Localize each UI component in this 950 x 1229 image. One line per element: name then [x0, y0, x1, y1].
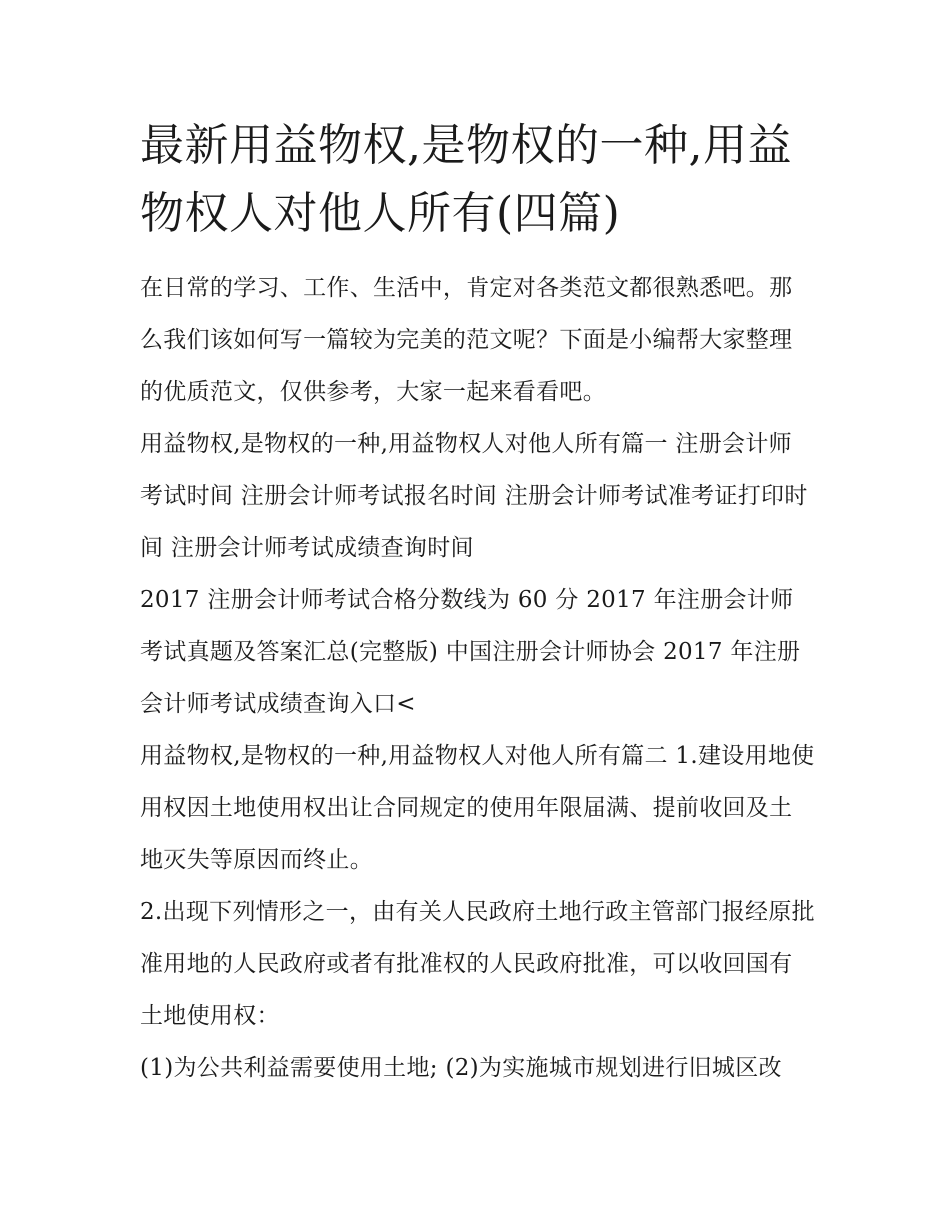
document-body	[140, 112, 815, 1094]
section-two-paragraph: 用益物权,是物权的一种,用益物权人对他人所有篇二 1.建设用地使用权因土地使用权出让合同规定的使用年限届满、提前收回及土地灭失等原因而终止。	[140, 743, 815, 873]
exam-info-paragraph: 2017 注册会计师考试合格分数线为 60 分 2017 年注册会计师考试真题及答案汇总(完整版) 中国注册会计师协会 2017 年注册会计师考试成绩查询入口<	[140, 587, 801, 717]
list-item-paragraph: (1)为公共利益需要使用土地; (2)为实施城市规划进行旧城区改	[140, 1055, 782, 1081]
document-title: 最新用益物权,是物权的一种,用益物权人对他人所有(四篇)	[140, 120, 792, 239]
intro-paragraph: 在日常的学习、工作、生活中，肯定对各类范文都很熟悉吧。那么我们该如何写一篇较为完美的范文呢？下面是小编帮大家整理的优质范文，仅供参考，大家一起来看看吧。	[140, 275, 793, 405]
section-one-paragraph: 用益物权,是物权的一种,用益物权人对他人所有篇一 注册会计师考试时间 注册会计师考试报名时间 注册会计师考试准考证打印时间 注册会计师考试成绩查询时间	[140, 431, 808, 561]
clause-two-paragraph: 2.出现下列情形之一，由有关人民政府土地行政主管部门报经原批准用地的人民政府或者有批准权的人民政府批准，可以收回国有土地使用权：	[140, 899, 815, 1029]
